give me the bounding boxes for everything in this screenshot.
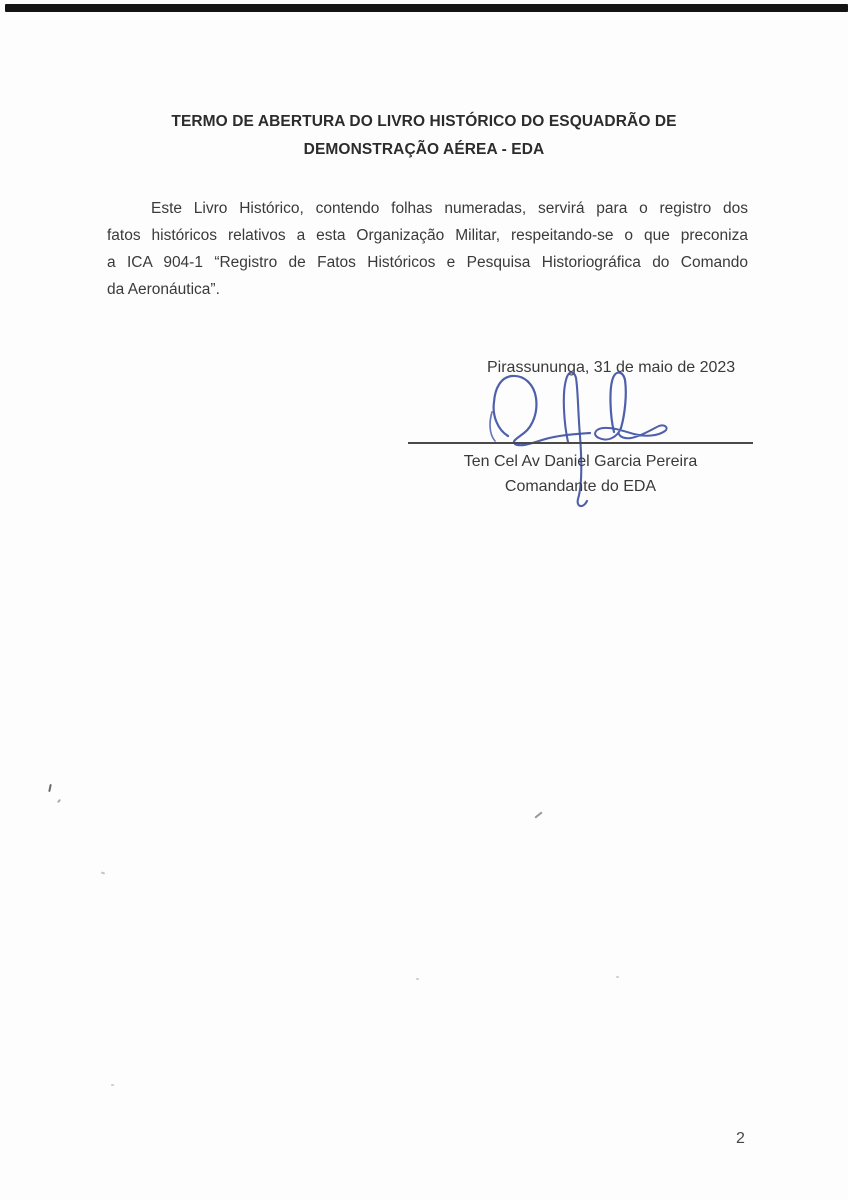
signatory-name: Ten Cel Av Daniel Garcia Pereira [463, 453, 698, 470]
signatory-role: Comandante do EDA [504, 478, 657, 495]
signature-stroke-left-hook [490, 412, 495, 441]
signature-stroke-left-loop [494, 376, 590, 445]
signature-line [408, 442, 753, 444]
signatory-block [408, 449, 753, 499]
document-title [0, 108, 848, 164]
scan-dust-speck [616, 976, 619, 978]
scan-ink-speck [534, 811, 542, 818]
scan-edge-bar [5, 4, 848, 12]
signature-stroke-right-loop [610, 373, 625, 432]
paragraph-line-4: da Aeronáutica”. [107, 281, 220, 298]
paragraph-line-1: Este Livro Histórico, contendo folhas numeradas, servirá para o registro dos [151, 200, 748, 217]
paragraph-line-3: a ICA 904-1 “Registro de Fatos Históricos e Pesquisa Historiográfica do Comando [107, 254, 748, 271]
scan-dust-speck [416, 978, 419, 980]
signature-stroke-flourish [595, 425, 667, 439]
document-title-line-2: DEMONSTRAÇÃO AÉREA - EDA [303, 141, 545, 158]
scan-ink-speck [57, 799, 61, 803]
body-paragraph [107, 195, 748, 303]
place-date-line: Pirassununga, 31 de maio de 2023 [487, 359, 736, 376]
document-title-line-1: TERMO DE ABERTURA DO LIVRO HISTÓRICO DO ESQUADRÃO DE [171, 113, 677, 130]
scan-dust-speck [111, 1084, 114, 1086]
scan-ink-speck [48, 784, 52, 792]
page-number: 2 [736, 1130, 745, 1147]
scan-dust-speck [101, 871, 105, 874]
paragraph-line-2: fatos históricos relativos a esta Organização Militar, respeitando-se o que preconiza [107, 227, 748, 244]
